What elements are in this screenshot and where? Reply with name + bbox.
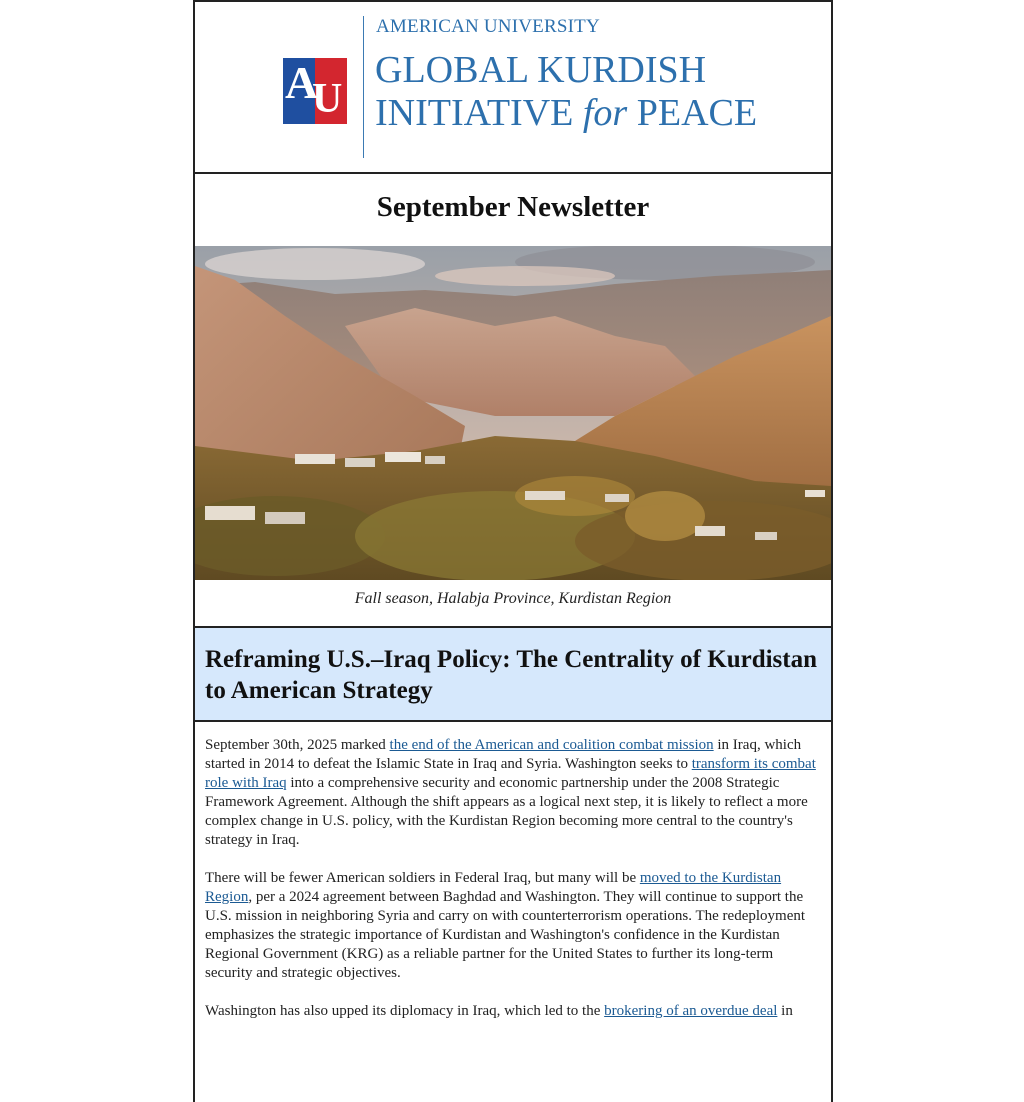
- logo-letter-u: U: [312, 76, 343, 122]
- newsletter-title-bar: [195, 174, 831, 244]
- logo-letter-a: A: [285, 58, 319, 108]
- link-transform-combat-role[interactable]: transform its combat role with Iraq: [205, 756, 816, 791]
- initiative-name-line1: GLOBAL KURDISH: [375, 49, 707, 91]
- article-paragraph: [205, 1002, 819, 1021]
- text-run: Washington has also upped its diplomacy in Iraq, which led to the: [205, 1003, 605, 1019]
- article-headline: Reframing U.S.–Iraq Policy: The Centrality of Kurdistan to American Strategy: [205, 646, 818, 704]
- text-run: into a comprehensive security and economic partnership under the 2008 Strategic Framework Agreement. Although the shift appears as a logical next step, it is likely to reflect a more complex change in U.S. policy, with the Kurdistan Region becoming more central to the country's strategy in Iraq.: [205, 775, 808, 848]
- article-heading-block: [195, 626, 831, 722]
- text-run: There will be fewer American soldiers in Federal Iraq, but many will be: [205, 870, 640, 886]
- article-paragraph: [205, 869, 819, 983]
- article-paragraph: [205, 736, 819, 850]
- newsletter-header: [195, 2, 831, 174]
- initiative-name-line2: [375, 94, 757, 132]
- article-body: [205, 736, 819, 1040]
- photo-caption: Fall season, Halabja Province, Kurdistan Region: [354, 590, 672, 607]
- au-logo-icon[interactable]: [283, 58, 347, 124]
- newsletter-title: September Newsletter: [376, 191, 650, 223]
- newsletter-frame: [193, 0, 833, 1102]
- text-run: in Iraq, which started in 2014 to defeat the Islamic State in Iraq and Syria. Washington seeks to: [205, 737, 802, 772]
- link-moved-to-kurdistan[interactable]: moved to the Kurdistan Region: [205, 870, 782, 905]
- text-run: September 30th, 2025 marked: [205, 737, 390, 753]
- logo-divider: [363, 16, 364, 158]
- initiative-word-for: for: [582, 92, 628, 134]
- text-run: in: [777, 1003, 793, 1019]
- initiative-word-initiative: INITIATIVE: [375, 92, 583, 134]
- text-run: , per a 2024 agreement between Baghdad and Washington. They will continue to support the U.S. mission in neighboring Syria and carry on with counterterrorism operations. The redeployment emphasizes the strategic importance of Kurdistan and Washington's confidence in the Kurdistan Regional Government (KRG) as a reliable partner for the United States to further its long-term security and strategic objectives.: [205, 889, 806, 981]
- initiative-word-peace: PEACE: [627, 92, 758, 134]
- link-brokering-deal[interactable]: brokering of an overdue deal: [604, 1003, 778, 1019]
- university-name: AMERICAN UNIVERSITY: [376, 16, 600, 37]
- hero-photo[interactable]: [195, 246, 831, 580]
- landscape-illustration: [195, 246, 831, 580]
- link-end-of-combat-mission[interactable]: the end of the American and coalition combat mission: [389, 737, 714, 753]
